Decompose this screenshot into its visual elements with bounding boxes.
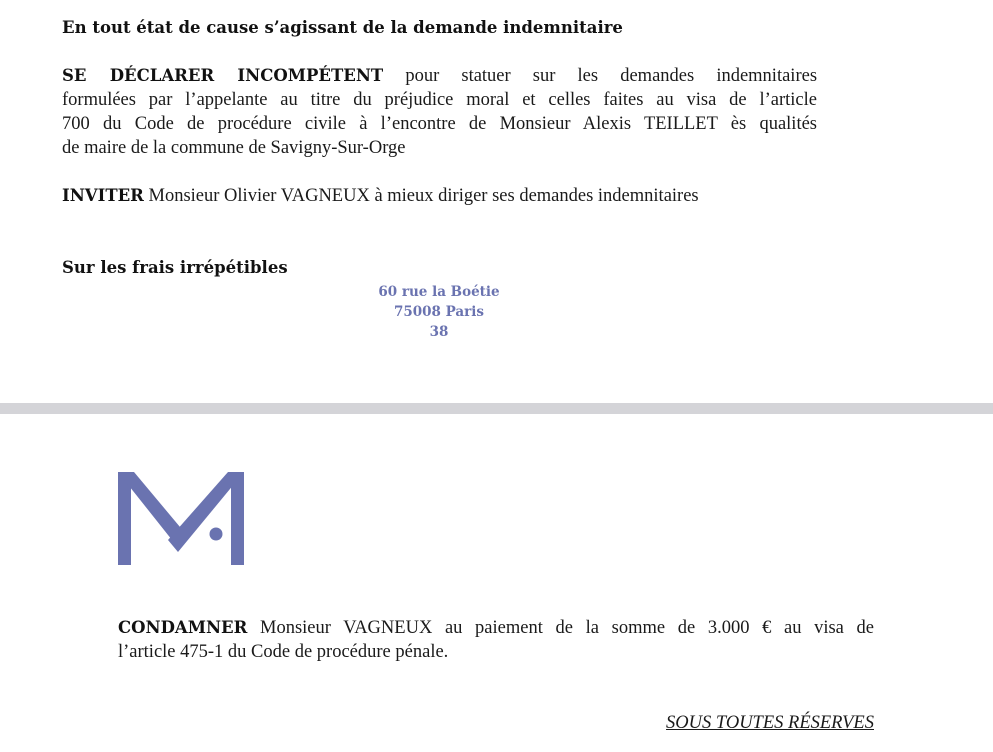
sous-toutes-reserves: SOUS TOUTES RÉSERVES <box>666 713 874 733</box>
paragraph-line: l’article 475-1 du Code de procédure pénale. <box>118 642 449 662</box>
page-footer <box>339 282 539 342</box>
paragraph-se-declarer-incompetent <box>62 64 817 160</box>
keyword-condamner: CONDAMNER <box>118 618 248 637</box>
keyword-se-declarer-incompetent: SE DÉCLARER INCOMPÉTENT <box>62 66 384 85</box>
heading-frais-irrepetibles: Sur les frais irrépétibles <box>62 258 288 277</box>
paragraph-inviter <box>62 184 822 208</box>
footer-city: 75008 Paris <box>393 304 485 320</box>
text-fragment: Monsieur Olivier VAGNEUX à mieux diriger ses demandes indemnitaires <box>148 186 699 206</box>
ma-logo-icon <box>118 472 244 565</box>
paragraph-line: formulées par l’appelante au titre du préjudice moral et celles faites au visa de l’article <box>62 90 817 110</box>
text-fragment: Monsieur VAGNEUX au paiement de la somme de 3.000 € au visa de <box>260 618 875 638</box>
paragraph-condamner <box>118 616 874 664</box>
paragraph-line: 700 du Code de procédure civile à l’encontre de Monsieur Alexis TEILLET ès qualités <box>62 114 817 134</box>
heading-demande-indemnitaire: En tout état de cause s’agissant de la demande indemnitaire <box>62 18 623 37</box>
page-separator <box>0 403 993 414</box>
paragraph-line: de maire de la commune de Savigny-Sur-Orge <box>62 138 406 158</box>
footer-street: 60 rue la Boétie <box>378 284 500 300</box>
paragraph-line <box>118 616 874 640</box>
keyword-inviter: INVITER <box>62 186 144 205</box>
page-number: 38 <box>429 324 449 340</box>
text-fragment: pour statuer sur les demandes indemnitaires <box>405 66 818 86</box>
paragraph-line <box>62 64 817 88</box>
